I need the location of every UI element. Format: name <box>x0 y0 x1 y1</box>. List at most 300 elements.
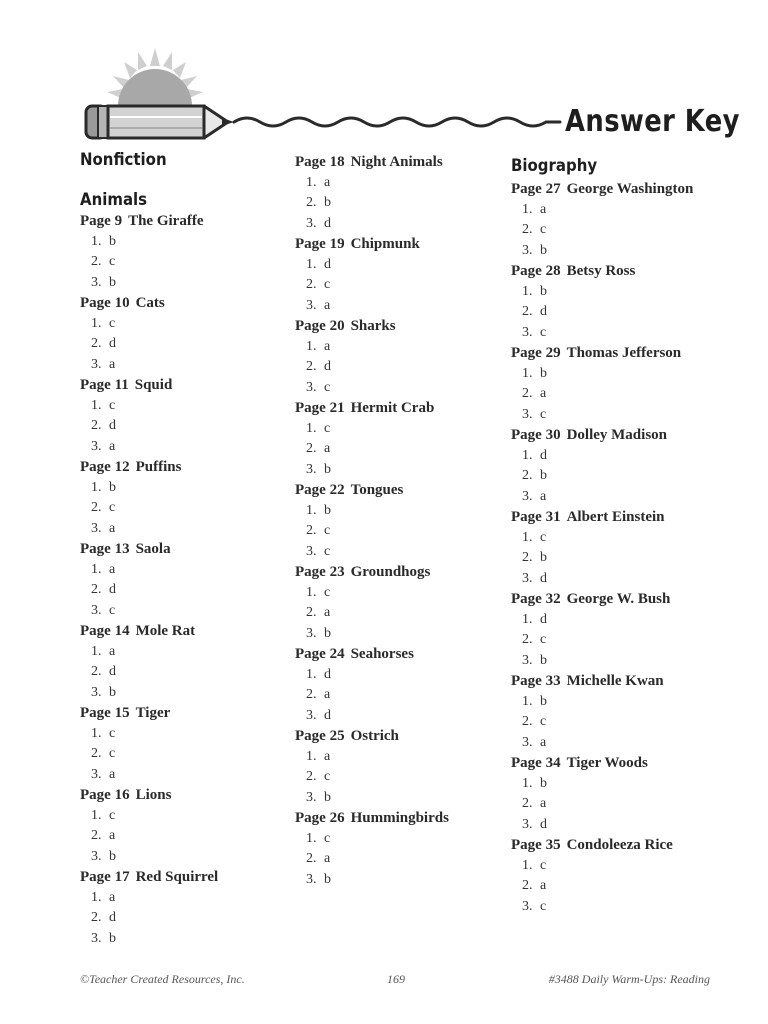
answer-list <box>511 179 693 917</box>
answer-item <box>80 437 218 458</box>
answer-item <box>295 829 449 850</box>
answer-number: 1. <box>522 201 533 217</box>
answer-letter: b <box>109 684 116 700</box>
answer-number: 2. <box>522 796 533 811</box>
answer-item <box>511 610 693 631</box>
answer-number: 2. <box>522 714 533 729</box>
answer-number: 3. <box>91 602 102 618</box>
answer-letter: a <box>324 297 331 313</box>
answer-item <box>295 542 449 563</box>
answer-letter: b <box>324 502 331 518</box>
answer-number: 1. <box>522 447 533 463</box>
answer-number: 1. <box>522 693 533 709</box>
answer-letter: c <box>324 830 331 846</box>
answer-letter: b <box>109 479 116 495</box>
entry-topic: Puffins <box>135 459 182 475</box>
answer-item <box>295 501 449 522</box>
answer-number: 3. <box>306 461 317 477</box>
answer-number: 1. <box>91 807 102 823</box>
answer-letter: b <box>540 693 547 709</box>
answer-item <box>295 706 449 727</box>
answer-number: 1. <box>306 256 317 272</box>
answer-number: 3. <box>522 652 533 668</box>
answer-item <box>295 624 449 645</box>
answer-item <box>511 630 693 651</box>
answer-letter: c <box>324 523 331 538</box>
entry-title <box>80 375 218 396</box>
answer-letter: a <box>109 643 116 659</box>
answer-number: 3. <box>306 625 317 641</box>
answer-item <box>295 275 449 296</box>
entry-topic: Sharks <box>350 318 396 334</box>
entry-title <box>295 808 449 829</box>
answer-number: 1. <box>91 397 102 413</box>
entry-title <box>80 867 218 888</box>
answer-number: 3. <box>91 684 102 700</box>
answer-letter: c <box>109 397 116 413</box>
entry-title <box>80 293 218 314</box>
entry-title <box>511 589 693 610</box>
entry-page-number: Page 12 <box>80 459 130 475</box>
answer-item <box>295 685 449 706</box>
answer-item <box>80 334 218 355</box>
answer-letter: a <box>324 174 331 190</box>
entry-topic: Chipmunk <box>350 236 420 252</box>
answer-number: 2. <box>306 523 317 538</box>
answer-number: 3. <box>91 274 102 290</box>
answer-letter: c <box>540 898 547 914</box>
answer-letter: b <box>540 775 547 791</box>
answer-letter: d <box>324 666 331 682</box>
answer-letter: b <box>540 468 547 483</box>
entry-title <box>295 234 449 255</box>
entry-page-number: Page 17 <box>80 869 130 885</box>
sun-icon <box>107 48 203 106</box>
entry-page-number: Page 18 <box>295 154 345 170</box>
answer-item <box>295 419 449 440</box>
answer-letter: c <box>109 602 116 618</box>
answer-item <box>295 665 449 686</box>
entry-topic: Groundhogs <box>350 564 431 580</box>
answer-number: 2. <box>91 336 102 351</box>
section-heading-nonfiction: Nonfiction <box>80 150 167 170</box>
answer-item <box>511 897 693 918</box>
answer-letter: c <box>540 529 547 545</box>
answer-number: 1. <box>91 725 102 741</box>
entry-page-number: Page 9 <box>80 213 123 229</box>
answer-number: 1. <box>522 529 533 545</box>
answer-item <box>511 712 693 733</box>
answer-number: 1. <box>306 420 317 436</box>
answer-number: 1. <box>91 233 102 249</box>
answer-item <box>511 815 693 836</box>
answer-letter: b <box>324 871 331 887</box>
answer-letter: b <box>109 930 116 946</box>
answer-item <box>295 173 449 194</box>
answer-number: 3. <box>306 871 317 887</box>
entry-page-number: Page 35 <box>511 837 561 853</box>
answer-number: 3. <box>522 324 533 340</box>
entry-topic: Mole Rat <box>135 623 196 639</box>
answer-number: 1. <box>91 315 102 331</box>
answer-letter: d <box>540 447 547 463</box>
entry-title <box>80 785 218 806</box>
answer-item <box>80 601 218 622</box>
answer-letter: a <box>540 878 547 893</box>
answer-item <box>80 273 218 294</box>
entry-topic: Tongues <box>350 482 404 498</box>
answer-item <box>295 788 449 809</box>
entry-page-number: Page 24 <box>295 646 345 662</box>
answer-letter: d <box>109 336 116 351</box>
answer-item <box>295 255 449 276</box>
column-nonfiction <box>80 150 218 949</box>
entry-page-number: Page 28 <box>511 263 561 279</box>
answer-number: 3. <box>306 543 317 559</box>
answer-number: 2. <box>91 746 102 761</box>
answer-item <box>511 323 693 344</box>
answer-number: 3. <box>306 379 317 395</box>
answer-number: 2. <box>91 254 102 269</box>
answer-letter: a <box>324 605 331 620</box>
squiggle-line <box>234 118 560 126</box>
answer-letter: a <box>324 851 331 866</box>
answer-letter: b <box>540 283 547 299</box>
answer-letter: d <box>540 304 547 319</box>
answer-item <box>80 642 218 663</box>
entry-topic: Ostrich <box>350 728 399 744</box>
answer-list <box>80 211 218 949</box>
entry-topic: Squid <box>134 377 173 393</box>
answer-number: 3. <box>522 488 533 504</box>
answer-letter: c <box>324 584 331 600</box>
entry-page-number: Page 13 <box>80 541 130 557</box>
answer-number: 3. <box>522 734 533 750</box>
entry-topic: Dolley Madison <box>566 427 668 443</box>
answer-item <box>295 378 449 399</box>
entry-title <box>295 644 449 665</box>
entry-page-number: Page 34 <box>511 755 561 771</box>
entry-title <box>295 398 449 419</box>
entry-topic: Tiger Woods <box>566 755 648 771</box>
answer-item <box>511 528 693 549</box>
answer-letter: c <box>109 807 116 823</box>
entry-title <box>295 480 449 501</box>
answer-letter: d <box>109 582 116 597</box>
answer-item <box>295 521 449 542</box>
answer-item <box>511 364 693 385</box>
answer-item <box>295 214 449 235</box>
answer-number: 2. <box>522 878 533 893</box>
answer-letter: b <box>540 365 547 381</box>
answer-item <box>511 774 693 795</box>
answer-item <box>511 651 693 672</box>
entry-page-number: Page 26 <box>295 810 345 826</box>
answer-item <box>80 888 218 909</box>
answer-number: 3. <box>306 215 317 231</box>
answer-number: 3. <box>522 816 533 832</box>
entry-topic: Saola <box>135 541 171 557</box>
answer-number: 2. <box>306 441 317 456</box>
footer-book-title: #3488 Daily Warm-Ups: Reading <box>548 972 710 986</box>
answer-letter: a <box>324 441 331 456</box>
answer-item <box>511 794 693 815</box>
entry-page-number: Page 21 <box>295 400 345 416</box>
answer-number: 2. <box>306 687 317 702</box>
entry-title <box>511 261 693 282</box>
entry-title <box>80 703 218 724</box>
answer-item <box>511 487 693 508</box>
answer-number: 3. <box>306 297 317 313</box>
entry-topic: Condoleeza Rice <box>566 837 673 853</box>
entry-title <box>80 457 218 478</box>
answer-number: 1. <box>306 666 317 682</box>
answer-number: 3. <box>306 707 317 723</box>
entry-title <box>511 753 693 774</box>
entry-topic: Hummingbirds <box>350 810 449 826</box>
answer-item <box>511 466 693 487</box>
entry-title <box>511 179 693 200</box>
answer-item <box>295 357 449 378</box>
answer-letter: d <box>324 359 331 374</box>
answer-letter: a <box>109 828 116 843</box>
answer-number: 2. <box>522 304 533 319</box>
answer-letter: d <box>540 570 547 586</box>
answer-letter: b <box>540 242 547 258</box>
answer-letter: b <box>540 550 547 565</box>
answer-letter: a <box>540 734 547 750</box>
answer-number: 1. <box>522 283 533 299</box>
entry-title <box>511 835 693 856</box>
entry-topic: George Washington <box>566 181 694 197</box>
answer-item <box>80 908 218 929</box>
answer-letter: a <box>540 201 547 217</box>
answer-item <box>80 498 218 519</box>
answer-number: 2. <box>522 386 533 401</box>
answer-item <box>80 724 218 745</box>
answer-number: 2. <box>91 500 102 515</box>
answer-item <box>511 241 693 262</box>
answer-number: 2. <box>522 222 533 237</box>
answer-number: 3. <box>522 570 533 586</box>
answer-number: 3. <box>91 520 102 536</box>
answer-item <box>511 733 693 754</box>
answer-letter: a <box>109 889 116 905</box>
answer-letter: b <box>540 652 547 668</box>
entry-topic: Red Squirrel <box>135 869 219 885</box>
entry-page-number: Page 10 <box>80 295 130 311</box>
answer-letter: b <box>109 848 116 864</box>
answer-item <box>80 355 218 376</box>
entry-topic: Lions <box>135 787 172 803</box>
entry-topic: Thomas Jefferson <box>566 345 682 361</box>
entry-page-number: Page 23 <box>295 564 345 580</box>
answer-item <box>295 439 449 460</box>
answer-number: 3. <box>91 356 102 372</box>
answer-item <box>295 603 449 624</box>
entry-page-number: Page 32 <box>511 591 561 607</box>
answer-number: 3. <box>91 848 102 864</box>
answer-number: 2. <box>91 828 102 843</box>
answer-letter: b <box>109 233 116 249</box>
answer-number: 2. <box>91 664 102 679</box>
entry-page-number: Page 25 <box>295 728 345 744</box>
answer-number: 1. <box>306 338 317 354</box>
answer-item <box>295 460 449 481</box>
entry-title <box>295 152 449 173</box>
answer-letter: c <box>324 277 331 292</box>
answer-letter: c <box>324 769 331 784</box>
entry-page-number: Page 20 <box>295 318 345 334</box>
answer-letter: c <box>324 543 331 559</box>
answer-letter: d <box>324 215 331 231</box>
answer-number: 2. <box>91 910 102 925</box>
answer-number: 2. <box>306 605 317 620</box>
answer-item <box>511 282 693 303</box>
answer-number: 3. <box>91 766 102 782</box>
answer-item <box>80 396 218 417</box>
answer-number: 2. <box>306 277 317 292</box>
answer-item <box>80 252 218 273</box>
answer-letter: c <box>109 725 116 741</box>
answer-letter: c <box>324 379 331 395</box>
answer-letter: b <box>324 625 331 641</box>
answer-item <box>80 744 218 765</box>
answer-number: 1. <box>522 857 533 873</box>
entry-topic: The Giraffe <box>128 213 204 229</box>
entry-title <box>511 671 693 692</box>
answer-number: 2. <box>522 632 533 647</box>
entry-title <box>80 211 218 232</box>
answer-item <box>80 314 218 335</box>
answer-number: 2. <box>306 195 317 210</box>
answer-letter: c <box>540 222 547 237</box>
entry-page-number: Page 30 <box>511 427 561 443</box>
answer-letter: c <box>109 254 116 269</box>
answer-number: 2. <box>522 550 533 565</box>
answer-number: 1. <box>306 584 317 600</box>
answer-letter: d <box>109 910 116 925</box>
answer-letter: a <box>324 338 331 354</box>
answer-item <box>511 446 693 467</box>
page-footer <box>80 972 710 988</box>
entry-topic: Seahorses <box>350 646 414 662</box>
answer-letter: c <box>540 632 547 647</box>
answer-number: 1. <box>91 643 102 659</box>
footer-page-number: 169 <box>387 972 405 986</box>
entry-title <box>511 425 693 446</box>
answer-letter: a <box>540 488 547 504</box>
answer-letter: a <box>540 386 547 401</box>
answer-item <box>80 683 218 704</box>
answer-number: 1. <box>522 365 533 381</box>
answer-number: 3. <box>91 438 102 454</box>
entry-page-number: Page 31 <box>511 509 561 525</box>
answer-item <box>80 478 218 499</box>
answer-number: 3. <box>91 930 102 946</box>
answer-number: 1. <box>522 611 533 627</box>
answer-letter: c <box>109 746 116 761</box>
answer-number: 2. <box>91 418 102 433</box>
answer-item <box>295 296 449 317</box>
answer-item <box>511 692 693 713</box>
answer-letter: a <box>109 561 116 577</box>
entry-page-number: Page 19 <box>295 236 345 252</box>
answer-item <box>511 384 693 405</box>
answer-letter: c <box>109 500 116 515</box>
pencil-icon <box>86 106 234 138</box>
answer-item <box>295 767 449 788</box>
answer-number: 3. <box>306 789 317 805</box>
answer-letter: a <box>109 438 116 454</box>
section-heading-biography: Biography <box>511 156 598 176</box>
entry-topic: Cats <box>135 295 165 311</box>
answer-letter: d <box>324 707 331 723</box>
answer-number: 1. <box>91 561 102 577</box>
answer-number: 1. <box>91 479 102 495</box>
entry-title <box>295 562 449 583</box>
answer-letter: c <box>109 315 116 331</box>
answer-letter: b <box>324 789 331 805</box>
answer-item <box>511 856 693 877</box>
answer-letter: d <box>540 816 547 832</box>
column-animals-continued <box>295 152 449 890</box>
entry-page-number: Page 15 <box>80 705 130 721</box>
answer-item <box>80 519 218 540</box>
entry-title <box>511 507 693 528</box>
answer-item <box>295 583 449 604</box>
answer-number: 3. <box>522 242 533 258</box>
answer-item <box>80 416 218 437</box>
answer-letter: d <box>109 418 116 433</box>
entry-page-number: Page 11 <box>80 377 129 393</box>
footer-copyright: ©Teacher Created Resources, Inc. <box>80 972 245 986</box>
entry-page-number: Page 16 <box>80 787 130 803</box>
answer-number: 1. <box>306 502 317 518</box>
answer-letter: a <box>109 766 116 782</box>
column-biography <box>511 156 693 917</box>
answer-item <box>295 337 449 358</box>
answer-item <box>80 765 218 786</box>
answer-number: 2. <box>91 582 102 597</box>
answer-item <box>80 847 218 868</box>
answer-list <box>295 152 449 890</box>
answer-item <box>511 569 693 590</box>
entry-topic: Tiger <box>135 705 171 721</box>
entry-page-number: Page 33 <box>511 673 561 689</box>
entry-page-number: Page 22 <box>295 482 345 498</box>
answer-item <box>80 580 218 601</box>
entry-topic: Betsy Ross <box>566 263 636 279</box>
answer-number: 2. <box>306 769 317 784</box>
answer-number: 2. <box>306 359 317 374</box>
answer-number: 1. <box>306 748 317 764</box>
answer-item <box>80 826 218 847</box>
answer-number: 2. <box>522 468 533 483</box>
answer-item <box>511 405 693 426</box>
answer-number: 1. <box>306 830 317 846</box>
answer-item <box>80 929 218 950</box>
answer-letter: c <box>540 406 547 422</box>
entry-topic: Hermit Crab <box>350 400 435 416</box>
answer-item <box>295 747 449 768</box>
answer-letter: c <box>540 714 547 729</box>
answer-number: 3. <box>522 898 533 914</box>
answer-letter: c <box>540 857 547 873</box>
answer-letter: b <box>324 461 331 477</box>
answer-item <box>295 193 449 214</box>
answer-item <box>80 806 218 827</box>
